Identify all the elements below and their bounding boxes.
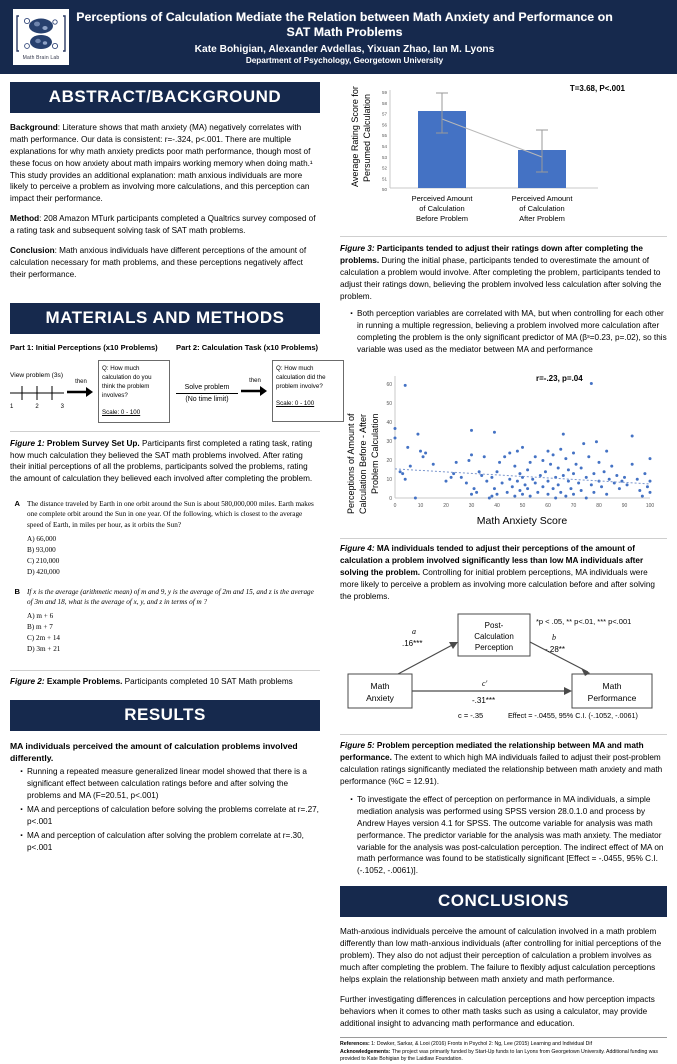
figure2-caption-bold: Example Problems. (44, 677, 123, 687)
scatter-point (432, 463, 435, 466)
problem-a-options (27, 535, 320, 576)
scatter-point (649, 491, 652, 494)
scatter-xticks (394, 503, 655, 509)
scatter-point (631, 463, 634, 466)
scatter-point (638, 489, 641, 492)
section-header-conclusions: CONCLUSIONS (340, 886, 667, 917)
problem-b-text: If x is the average (arithmetic mean) of m and 9, y is the average of 2m and 15, and z is the average of 3m and 18, what is the average of x, y, and z in terms of m ? (27, 587, 314, 607)
scatter-point (424, 451, 427, 454)
scatter-point (618, 487, 621, 490)
svg-text:50: 50 (519, 503, 526, 510)
svg-text:After Problem: After Problem (519, 214, 565, 223)
scatter-point (564, 457, 567, 460)
right-column (330, 82, 677, 1063)
scatter-point (605, 493, 608, 496)
scatter-canvas (340, 364, 667, 532)
scatter-point (422, 455, 425, 458)
scatter-point (598, 461, 601, 464)
path-a-value: .16*** (402, 639, 423, 649)
section-header-methods: MATERIALS AND METHODS (10, 303, 320, 334)
scatter-point (394, 427, 397, 430)
results-bullets (10, 766, 320, 853)
scatter-point (539, 474, 542, 477)
svg-text:80: 80 (596, 503, 602, 510)
figure1-part1 (10, 343, 170, 423)
scatter-point (585, 497, 588, 500)
problem-b-option-1: B) m + 7 (27, 623, 53, 632)
figure5-note-bullet: · To investigate the effect of perception on performance in MA individuals, a simple mediation analysis was performed using SPSS version 28.0.1.0 and process by Andrew Hayes version 4.1 for SPSS. The outcome variable for analysis was math performance. The predictor variable for the analysis was math anxiety. The mediator variable for the analysis was post-calculation perception. The indirect effect of MA on math performance was found to be statistically significant [Effect = -.0455, 95% C.I. (-.1052, -.0061)]. (350, 794, 667, 877)
footnote-divider (340, 1037, 667, 1038)
scatter-point (608, 478, 611, 481)
problem-a-option-1: B) 93,000 (27, 545, 56, 554)
poster-columns (0, 74, 677, 1063)
scatter-point (600, 485, 603, 488)
barchart-ylabel-line2: Persumed Calculation (362, 93, 372, 182)
scatter-point (547, 450, 550, 453)
figure-5-caption (340, 740, 667, 788)
scatter-point (562, 433, 565, 436)
problem-b-options (27, 612, 320, 653)
lab-logo (12, 8, 70, 66)
figure5-caption-num: Figure 5: (340, 741, 375, 751)
figure-1-caption (10, 438, 320, 486)
svg-text:20: 20 (443, 503, 449, 510)
scatter-point (414, 497, 417, 500)
scatter-point (587, 455, 590, 458)
scatter-point (506, 491, 509, 494)
path-cprime-value: -.31*** (472, 696, 496, 706)
problem-a-option-3: D) 420,000 (27, 567, 60, 576)
scatter-annotation: r=-.23, p=.04 (536, 374, 583, 384)
svg-text:Perceived Amount: Perceived Amount (511, 194, 573, 203)
scatter-point (547, 480, 550, 483)
figure-3-barchart (340, 82, 667, 237)
abstract-background (10, 122, 320, 205)
scatter-point (470, 429, 473, 432)
scatter-point (554, 497, 557, 500)
references-line (340, 1041, 667, 1049)
barchart-annotation: T=3.68, P<.001 (569, 84, 625, 93)
problem-a-letter: A (14, 499, 20, 509)
scatter-point (416, 433, 419, 436)
section-header-abstract: ABSTRACT/BACKGROUND (10, 82, 320, 113)
scatter-point (577, 481, 580, 484)
svg-text:10: 10 (386, 477, 392, 484)
results-bullet-2: · MA and perception of calculation after solving the problem correlate at r=.30, p<.001 (20, 830, 320, 854)
figure-2-caption (10, 676, 320, 688)
scatter-point (521, 493, 524, 496)
svg-text:50: 50 (381, 187, 387, 192)
svg-text:10: 10 (417, 503, 424, 510)
svg-text:30: 30 (468, 503, 475, 510)
figure-3-caption (340, 243, 667, 302)
conclusion-paragraph-2: Further investigating differences in calculation perceptions and how perception impacts behaviors when it comes to other math tasks such as using a calculator, may provide additional insight to advancing math performance and education. (340, 994, 655, 1028)
scatter-point (610, 465, 613, 468)
figure3-caption-text: During the initial phase, participants tended to overestimate the amount of calculation a problem would involve. After completing the problem, participants tended to adjust their ratings down, believing the problem involved less calculation after solving the problem. (340, 255, 662, 301)
mediator-label-3: Perception (474, 643, 514, 653)
scatter-point (501, 481, 504, 484)
abstract-conclusion (10, 245, 320, 281)
abstract-method-text: : 208 Amazon MTurk participants completed a Qualtrics survey composed of a rating task and subsequent solving task of SAT math problems. (10, 214, 316, 236)
figure4-caption-num: Figure 4: (340, 544, 375, 554)
figure5-caption-bold: Problem perception mediated the relationship between MA and math performance. (340, 741, 644, 763)
svg-text:of Calculation: of Calculation (419, 204, 465, 213)
scatter-point (490, 476, 493, 479)
abstract-conclusion-text: : Math anxious individuals have different perceptions of the amount of calculation necessary for math problems, and these perceptions negatively affect their performance. (10, 246, 307, 279)
svg-text:50: 50 (386, 401, 392, 408)
scatter-point (559, 448, 562, 451)
acknowledgements-label: Acknowledgements: (340, 1048, 391, 1055)
scatter-point (508, 478, 511, 481)
scatter-point (549, 463, 552, 466)
barchart-svg (340, 82, 667, 230)
scatter-point (404, 384, 407, 387)
scatter-yticks (386, 382, 392, 502)
path-c-total: c = -.35 (458, 711, 484, 721)
figure3-caption-bold: Participants tended to adjust their ratings down after completing the problems. (340, 244, 643, 265)
scatter-point (557, 466, 560, 469)
scatter-point (516, 450, 519, 453)
figure1-part1-title: Part 1: Initial Perceptions (x10 Problems) (10, 342, 158, 352)
figure1-part2-scale: Scale: 0 - 100 (276, 399, 315, 407)
scatter-point (406, 446, 409, 449)
scatter-point (513, 465, 516, 468)
scatter-point (503, 455, 506, 458)
scatter-point (518, 472, 521, 475)
figure-1-diagram (10, 342, 326, 432)
problem-b-option-2: C) 2m + 14 (27, 634, 61, 643)
scatter-point (524, 483, 527, 486)
mediation-effect: Effect = -.0455, 95% C.I. (-.1052, -.0061) (508, 711, 638, 721)
scatter-point (496, 493, 499, 496)
scatter-ylabel-line3: Problem Calculation (370, 413, 380, 495)
scatter-point (559, 491, 562, 494)
abstract-background-text: : Literature shows that math anxiety (MA) negatively correlates with math performance. Our data is consistent: r=-.324, p<.001. There are multiple explanations for why math anxiety predicts poor math performance, though most of these focus on how anxiety about math impairs working memory when doing math.¹ This study provides an additional explanation: math anxious individuals are more likely to perceive a problem as involving more calculations, and this perception can impact their performance. (10, 123, 313, 204)
results-heading: MA individuals perceived the amount of calculation problems involved differently. (10, 741, 298, 764)
scatter-point (536, 491, 539, 494)
scatter-point (541, 459, 544, 462)
scatter-point (399, 470, 402, 473)
scatter-point (580, 466, 583, 469)
scatter-point (567, 468, 570, 471)
svg-text:52: 52 (381, 165, 387, 171)
svg-text:56: 56 (381, 122, 387, 128)
scatter-point (470, 453, 473, 456)
scatter-point (615, 474, 618, 477)
barchart-ylabel-line1: Average Rating Score for (350, 86, 360, 187)
figure-2-problems (10, 499, 320, 671)
scatter-point (547, 493, 550, 496)
timeline-ruler-icon (10, 381, 64, 401)
svg-text:60: 60 (545, 503, 551, 510)
figure-5-mediation (340, 612, 667, 735)
outcome-label-2: Performance (587, 693, 637, 704)
scatter-point (557, 483, 560, 486)
scatter-point (516, 480, 519, 483)
problem-b-option-0: A) m + 6 (27, 612, 54, 621)
figure1-then-1: then (75, 378, 87, 385)
predictor-label-1: Math (370, 681, 390, 692)
abstract-method-label: Method (10, 214, 40, 224)
svg-text:0: 0 (393, 503, 397, 510)
scatter-point (483, 455, 486, 458)
scatter-point (605, 450, 608, 453)
scatter-svg (340, 364, 667, 532)
figure-4-caption (340, 543, 667, 602)
figure1-part2-sub: Solve problem (184, 384, 230, 392)
scatter-point (488, 497, 491, 500)
scatter-point (460, 476, 463, 479)
scatter-point (649, 457, 652, 460)
figure2-caption-text: Participants completed 10 SAT Math problems (122, 677, 293, 687)
svg-text:40: 40 (386, 420, 392, 427)
scatter-point (572, 472, 575, 475)
svg-text:20: 20 (386, 458, 392, 465)
section-header-results: RESULTS (10, 700, 320, 731)
poster-affiliation: Department of Psychology, Georgetown University (245, 55, 444, 65)
scatter-point (419, 450, 422, 453)
scatter-point (572, 493, 575, 496)
tick-3: 3 (60, 404, 64, 411)
scatter-point (498, 461, 501, 464)
scatter-point (467, 459, 470, 462)
scatter-point (649, 480, 652, 483)
figure1-caption-num: Figure 1: (10, 438, 45, 448)
scatter-point (531, 478, 534, 481)
svg-text:70: 70 (570, 503, 577, 510)
svg-text:40: 40 (494, 503, 500, 510)
scatter-point (603, 470, 606, 473)
svg-text:100: 100 (645, 503, 655, 510)
scatter-point (636, 478, 639, 481)
figure1-caption-bold: Problem Survey Set Up. (44, 438, 140, 448)
figure5-caption-text: The extent to which high MA individuals failed to adjust their post-problem calculation ratings significantly mediated the relationship between math anxiety and math performance (%C = 12.91). (340, 753, 663, 787)
scatter-point (490, 495, 493, 498)
scatter-point (544, 470, 547, 473)
mediator-label-2: Calculation (474, 632, 514, 642)
scatter-point (404, 478, 407, 481)
svg-text:51: 51 (381, 176, 387, 182)
scatter-point (445, 480, 448, 483)
scatter-point (564, 495, 567, 498)
scatter-point (590, 382, 593, 385)
scatter-point (580, 489, 583, 492)
svg-text:Before Problem: Before Problem (415, 214, 469, 223)
figure3-caption-num: Figure 3: (340, 244, 375, 253)
scatter-point (511, 485, 514, 488)
scatter-point (595, 440, 598, 443)
scatter-point (508, 451, 511, 454)
predictor-label-2: Anxiety (366, 693, 394, 704)
tick-2: 2 (35, 404, 39, 411)
left-column (0, 82, 330, 960)
scatter-point (529, 461, 532, 464)
brain-logo-icon (15, 13, 67, 55)
mediation-svg (340, 612, 667, 724)
barchart-canvas (340, 82, 667, 230)
scatter-point (475, 491, 478, 494)
poster-authors: Kate Bohigian, Alexander Avdellas, Yixuan Zhao, Ian M. Lyons (194, 43, 495, 55)
tick-1: 1 (10, 404, 14, 411)
scatter-point (592, 472, 595, 475)
conclusion-paragraph-1: Math-anxious individuals perceive the amount of calculation involved in a math problem differently than low math-anxious individuals (after controlling for initial perceptions of the problem). They also do not adjust their perception of calculation a problem involves as much after completing the problem. The failure to flexibly adjust calculation perceptions helps explain the relationship between math anxiety and math performance. (340, 927, 662, 984)
path-a-label: a (412, 627, 416, 637)
scatter-ylabel-line1: Perceptions of Amount of (346, 413, 356, 515)
svg-text:54: 54 (381, 144, 387, 149)
scatter-point (493, 431, 496, 434)
figure-4-scatter (340, 364, 667, 539)
path-cprime-label: c′ (482, 679, 488, 689)
svg-text:Perceived Amount: Perceived Amount (411, 194, 473, 203)
scatter-point (465, 481, 468, 484)
scatter-point (590, 483, 593, 486)
scatter-point (585, 476, 588, 479)
results-bullet-1: · MA and perceptions of calculation before solving the problems correlate at r=.27, p<.001 (20, 804, 320, 828)
scatter-point (552, 453, 555, 456)
scatter-point (643, 472, 646, 475)
scatter-points (394, 382, 652, 499)
scatter-point (478, 470, 481, 473)
scatter-point (485, 480, 488, 483)
svg-text:57: 57 (381, 111, 387, 117)
scatter-point (569, 487, 572, 490)
scatter-point (401, 472, 404, 475)
scatter-point (455, 461, 458, 464)
figure-5-note (340, 794, 667, 877)
references-label: References: (340, 1041, 370, 1048)
figure4-caption-text: Controlling for initial problem perceptions, MA individuals were more likely to perceive a problem as involving more calculation before and after solving the problems. (340, 567, 655, 601)
scatter-point (394, 436, 397, 439)
figure1-part2-title: Part 2: Calculation Task (x10 Problems) (176, 342, 319, 352)
abstract-method (10, 213, 320, 237)
scatter-point (646, 485, 649, 488)
figure-3-note (340, 308, 667, 356)
figure1-part1-question-box (98, 360, 170, 423)
scatter-point (529, 495, 532, 498)
svg-text:60: 60 (386, 382, 392, 389)
poster-title: Perceptions of Calculation Mediate the Relation between Math Anxiety and Performance on SAT Math Problems (76, 9, 613, 39)
logo-caption: Math Brain Lab (22, 55, 60, 61)
header-text-block (70, 10, 669, 65)
svg-text:30: 30 (386, 439, 392, 446)
outcome-label-1: Math (602, 681, 622, 692)
example-problem-a (10, 499, 320, 579)
scatter-point (450, 476, 453, 479)
svg-text:53: 53 (381, 154, 387, 160)
abstract-conclusion-label: Conclusion (10, 246, 55, 256)
problem-a-option-0: A) 66,000 (27, 534, 57, 543)
svg-text:58: 58 (381, 100, 387, 106)
scatter-point (575, 463, 578, 466)
scatter-point (518, 489, 521, 492)
figure1-part2-question: Q: How much calculation did the problem involve? (276, 364, 326, 390)
scatter-point (470, 493, 473, 496)
scatter-point (623, 476, 626, 479)
figure2-caption-num: Figure 2: (10, 677, 45, 687)
scatter-point (562, 474, 565, 477)
scatter-point (473, 487, 476, 490)
figure1-part1-scale: Scale: 0 - 100 (102, 408, 141, 416)
figure3-note-bullet: · Both perception variables are correlated with MA, but when controlling for each other in running a multiple regression, believing a problem involved more calculation after completing the problem is the only significant predictor of MA (βˢ=0.23, p=.02), so this variable was used as the mediator between MA and performance (350, 308, 667, 356)
scatter-point (521, 446, 524, 449)
scatter-point (631, 435, 634, 438)
figure1-caption-text: Participants first completed a rating task, rating how much calculation they believed the SAT math problems involved. After rating their initial perceptions of all the problems, participants solved the problems, rating the amount of calculation they believed each involved after completing the problem. (10, 438, 313, 484)
scatter-point (582, 442, 585, 445)
scatter-point (541, 485, 544, 488)
arrow-right-icon (67, 385, 93, 399)
scatter-point (567, 480, 570, 483)
results-bullet-0: · Running a repeated measure generalized linear model showed that there is a significant effect between calculation ratings before and after solving the problems and MA (F=20.51, p<.001) (20, 766, 320, 802)
arrow-right-icon-2 (241, 384, 267, 398)
figure1-part2 (176, 343, 344, 423)
scatter-point (534, 481, 537, 484)
scatter-point (641, 495, 644, 498)
scatter-point (626, 483, 629, 486)
problem-b-option-3: D) 3m + 21 (27, 645, 61, 654)
abstract-background-label: Background (10, 123, 58, 132)
svg-text:0: 0 (389, 496, 392, 503)
svg-text:90: 90 (621, 503, 628, 510)
path-b-label: b (552, 633, 556, 643)
acknowledgements-line (340, 1049, 667, 1064)
scatter-ylabel-line2: Calculation Before - After (358, 413, 368, 515)
scatter-point (572, 451, 575, 454)
scatter-point (513, 495, 516, 498)
scatter-xlabel: Math Anxiety Score (476, 515, 568, 528)
figure1-part1-question: Q: How much calculation do you think the problem involves? (102, 364, 152, 399)
scatter-point (526, 468, 529, 471)
barchart-xticklabels (412, 194, 574, 223)
scatter-point (409, 465, 412, 468)
scatter-point (552, 487, 555, 490)
svg-text:59: 59 (381, 90, 387, 95)
figure1-part1-sub: View problem (3s) (10, 372, 64, 380)
figure4-caption-bold: MA individuals tended to adjust their perceptions of the amount of calculation a problem involved significantly less than low MA individuals after solving the problem. (340, 544, 644, 577)
scatter-point (534, 455, 537, 458)
mediator-label-1: Post- (484, 621, 504, 631)
svg-text:55: 55 (381, 133, 387, 139)
problem-a-text: The distance traveled by Earth in one orbit around the Sun is about 580,000,000 miles. Earth makes one complete orbit around the Sun in one year. Of the following, which is closest to the average speed of Earth, in miles per hour, as it orbits the Sun? (27, 500, 314, 529)
scatter-point (526, 487, 529, 490)
figure1-part2-sub2: (No time limit) (185, 396, 229, 404)
references-text: 1: Dowker, Sarkar, & Looi (2016) Fronts in Psychol 2: Ng, Lee (2015) Learning and Individual Dif (369, 1041, 593, 1048)
significance-key: *p < .05, ** p<.01, *** p<.001 (536, 617, 632, 627)
example-problem-b (10, 587, 320, 656)
svg-text:of Calculation: of Calculation (519, 204, 565, 213)
problem-b-letter: B (14, 586, 20, 596)
scatter-point (493, 487, 496, 490)
problem-a-option-2: C) 210,000 (27, 556, 60, 565)
figure1-ticks (10, 404, 64, 410)
acknowledgements-text: The project was primarily funded by Start-Up funds to Ian Lyons from Georgetown University. Additional funding was provided to Kate Bohigian by the Laidlaw Foundation. (340, 1048, 658, 1063)
scatter-point (496, 470, 499, 473)
path-b-value: -.28** (545, 645, 566, 655)
figure1-then-2: then (249, 378, 261, 385)
scatter-point (592, 491, 595, 494)
poster-header (0, 0, 677, 74)
